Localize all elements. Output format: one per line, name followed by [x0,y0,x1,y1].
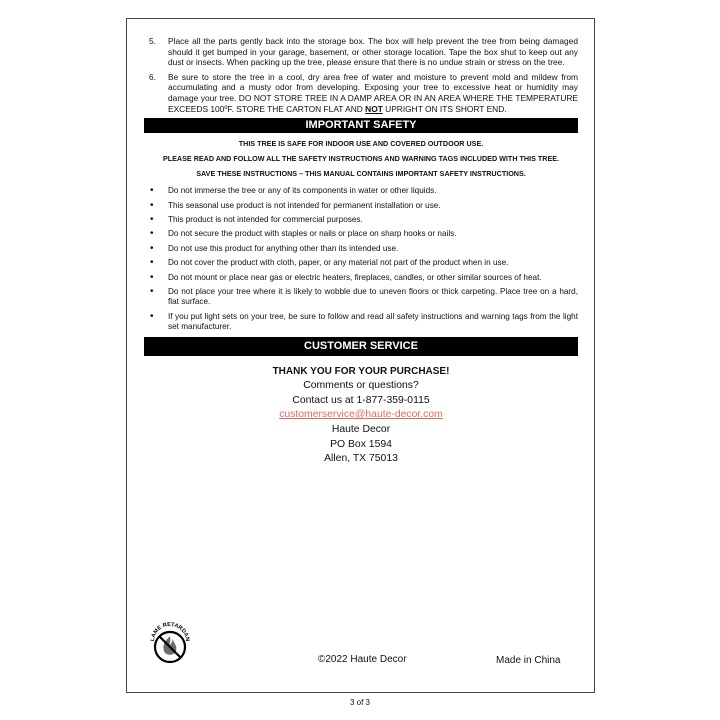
comments-text: Comments or questions? [303,380,419,392]
page-number: 3 of 3 [349,698,370,707]
safety-bullet: • Do not immerse the tree or any of its components in water or other liquids. [144,186,578,196]
customer-service-header: CUSTOMER SERVICE [144,337,578,356]
thank-you-text: THANK YOU FOR YOUR PURCHASE! [272,365,450,377]
safety-notices [144,139,578,178]
made-in: Made in China [496,655,561,666]
safety-bullet: • Do not cover the product with cloth, paper, or any material not part of the product when in use. [144,258,578,268]
contact-phone: Contact us at 1-877-359-0115 [292,394,430,406]
po-box: PO Box 1594 [330,438,392,450]
email-link[interactable]: customerservice@haute-decor.com [279,409,443,421]
step-text: Place all the parts gently back into the storage box. The box will help prevent the tree from being damaged should it get bumped in your garage, basement, or other storage location. Tape the box shut to keep out any dust or insects. When packing up the tree, please ensure that there is no undue strain or stress on the tree. [168,36,578,68]
company-name: Haute Decor [331,424,391,435]
customer-service-block [144,365,578,467]
step-number: 5. [149,36,156,46]
storage-steps [144,36,578,114]
safety-notice: SAVE THESE INSTRUCTIONS – THIS MANUAL CONTAINS IMPORTANT SAFETY INSTRUCTIONS. [196,169,526,179]
city-state-zip: Allen, TX 75013 [324,453,398,465]
safety-bullet: • Do not place your tree where it is likely to wobble due to uneven floors or thick carpeting. Place tree on a hard, flat surface. [144,287,578,308]
copyright: ©2022 Haute Decor [318,654,407,665]
safety-bullet: • Do not use this product for anything other than its intended use. [144,244,578,254]
badge-text: LAME RETARDAN [149,621,191,642]
step-text-emphasis: NOT [365,103,383,114]
step-text: Be sure to store the tree in a cool, dry area free of water and moisture to prevent mold and mildew from accumulating and a musty odor from developing. Exposing your tree to excessive heat or humidity may damage your tree. DO NOT STORE TREE IN A DAMP AREA OR IN AN AREA WHERE THE TEMPERATURE EXCEEDS 100ºF. STORE THE CARTON FLAT AND [168,71,578,114]
safety-bullet: • Do not secure the product with staples or nails or place on sharp hooks or nails. [144,229,578,239]
step-number: 6. [149,71,156,82]
safety-bullet: • Do not mount or place near gas or electric heaters, fireplaces, candles, or other similar sources of heat. [144,273,578,283]
step-text-end: UPRIGHT ON ITS SHORT END. [382,103,507,114]
step-6 [144,72,578,114]
safety-header: IMPORTANT SAFETY [144,118,578,133]
safety-bullets [144,186,578,332]
document-content [144,36,578,467]
flame-retardant-badge [147,619,193,665]
safety-bullet: • This product is not intended for commercial purposes. [144,215,578,225]
no-flame-icon [155,632,185,662]
safety-notice: THIS TREE IS SAFE FOR INDOOR USE AND COVERED OUTDOOR USE. [238,139,484,149]
safety-bullet: • If you put light sets on your tree, be sure to follow and read all safety instructions and warning tags from the light set manufacturer. [144,312,578,333]
safety-notice: PLEASE READ AND FOLLOW ALL THE SAFETY INSTRUCTIONS AND WARNING TAGS INCLUDED WITH THIS TREE. [162,154,560,164]
safety-bullet: • This seasonal use product is not intended for permanent installation or use. [144,201,578,211]
step-5 [144,36,578,68]
